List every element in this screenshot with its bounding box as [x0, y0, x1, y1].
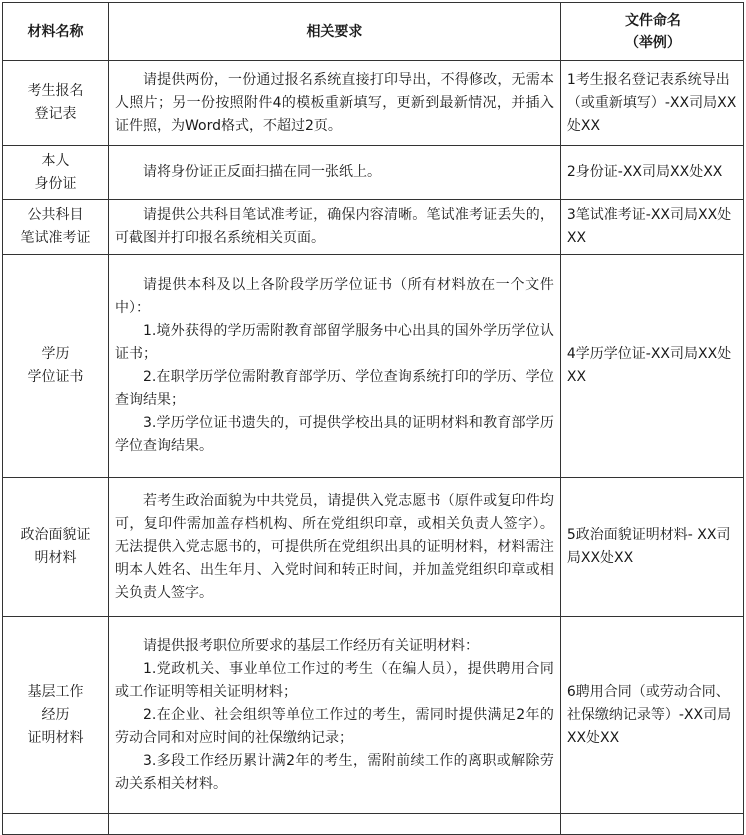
requirement-paragraph: 3.多段工作经历累计满2年的考生，需附前续工作的离职或解除劳动关系相关材料。: [115, 752, 554, 792]
material-name-cell: [3, 200, 109, 255]
table-header-row: [3, 3, 744, 61]
material-name-line: 学位证书: [27, 369, 84, 385]
table-row: [3, 255, 744, 478]
requirement-paragraph: 3.学历学位证书遗失的，可提供学校出具的证明材料和教育部学历学位查询结果。: [115, 415, 554, 454]
material-name-line: 身份证: [34, 175, 77, 192]
requirement-paragraph: 2.在企业、社会组织等单位工作过的考生，需同时提供满足2年的劳动合同和对应时间的社保缴纳记录；: [115, 706, 554, 746]
header-filename-line2: （举例）: [624, 34, 681, 51]
material-name-line: 本人: [41, 152, 70, 169]
material-name-line: 登记表: [34, 106, 77, 122]
material-name-line: 基层工作: [27, 683, 84, 700]
filename-cell: 3笔试准考证-XX司局XX处XX: [560, 200, 743, 255]
material-name-line: 考生报名: [27, 83, 84, 99]
requirement-cell: [109, 478, 561, 617]
header-material-name: 材料名称: [3, 3, 109, 61]
empty-cell: [109, 814, 561, 835]
requirement-cell: [109, 255, 561, 478]
table-row: [3, 61, 744, 146]
material-name-line: 经历: [41, 706, 70, 723]
material-name-line: 公共科目: [27, 207, 84, 223]
requirement-cell: [109, 146, 561, 200]
material-name-line: 学历: [41, 346, 70, 362]
requirement-paragraph: 请提供报考职位所要求的基层工作经历有关证明材料：: [143, 637, 479, 654]
table-row-partial: [3, 814, 744, 835]
table-row: [3, 146, 744, 200]
material-name-cell: [3, 255, 109, 478]
filename-cell: 6聘用合同（或劳动合同、社保缴纳记录等）-XX司局XX处XX: [560, 617, 743, 814]
requirement-paragraph: 请提供两份，一份通过报名系统直接打印导出，不得修改，无需本人照片；另一份按照附件4的模板重新填写，更新到最新情况，并插入证件照，为Word格式，不超过2页。: [115, 71, 554, 134]
materials-table: [2, 2, 744, 835]
material-name-line: 证明材料: [27, 729, 84, 746]
requirement-cell: [109, 200, 561, 255]
filename-cell: 4学历学位证-XX司局XX处XX: [560, 255, 743, 478]
material-name-line: 笔试准考证: [20, 230, 91, 246]
requirement-paragraph: 1.境外获得的学历需附教育部留学服务中心出具的国外学历学位认证书；: [115, 323, 554, 362]
material-name-line: 政治面貌证: [20, 527, 91, 543]
filename-cell: 1考生报名登记表系统导出（或重新填写）-XX司局XX处XX: [560, 61, 743, 146]
empty-cell: [3, 814, 109, 835]
requirement-cell: [109, 61, 561, 146]
header-filename: [560, 3, 743, 61]
material-name-cell: [3, 61, 109, 146]
table-row: [3, 617, 744, 814]
requirement-cell: [109, 617, 561, 814]
empty-cell: [560, 814, 743, 835]
requirement-paragraph: 若考生政治面貌为中共党员，请提供入党志愿书（原件或复印件均可，复印件需加盖存档机构、所在党组织印章，或相关负责人签字）。无法提供入党志愿书的，可提供所在党组织出具的证明材料，材料需注明本人姓名、出生年月、入党时间和转正时间，并加盖党组织印章或相关负责人签字。: [115, 492, 554, 601]
filename-cell: 2身份证-XX司局XX处XX: [560, 146, 743, 200]
header-requirement: 相关要求: [109, 3, 561, 61]
requirement-paragraph: 请提供本科及以上各阶段学历学位证书（所有材料放在一个文件中）：: [115, 277, 554, 316]
material-name-cell: [3, 146, 109, 200]
requirement-paragraph: 请提供公共科目笔试准考证，确保内容清晰。笔试准考证丢失的，可截图并打印报名系统相关页面。: [115, 207, 554, 246]
material-name-cell: [3, 478, 109, 617]
requirement-paragraph: 请将身份证正反面扫描在同一张纸上。: [143, 164, 381, 180]
table-row: [3, 200, 744, 255]
material-name-cell: [3, 617, 109, 814]
requirement-paragraph: 2.在职学历学位需附教育部学历、学位查询系统打印的学历、学位查询结果；: [115, 369, 554, 408]
requirement-paragraph: 1.党政机关、事业单位工作过的考生（在编人员），提供聘用合同或工作证明等相关证明材料；: [115, 660, 554, 700]
table-row: [3, 478, 744, 617]
filename-cell: 5政治面貌证明材料- XX司局XX处XX: [560, 478, 743, 617]
header-filename-line1: 文件命名: [624, 12, 681, 29]
material-name-line: 明材料: [34, 550, 77, 566]
